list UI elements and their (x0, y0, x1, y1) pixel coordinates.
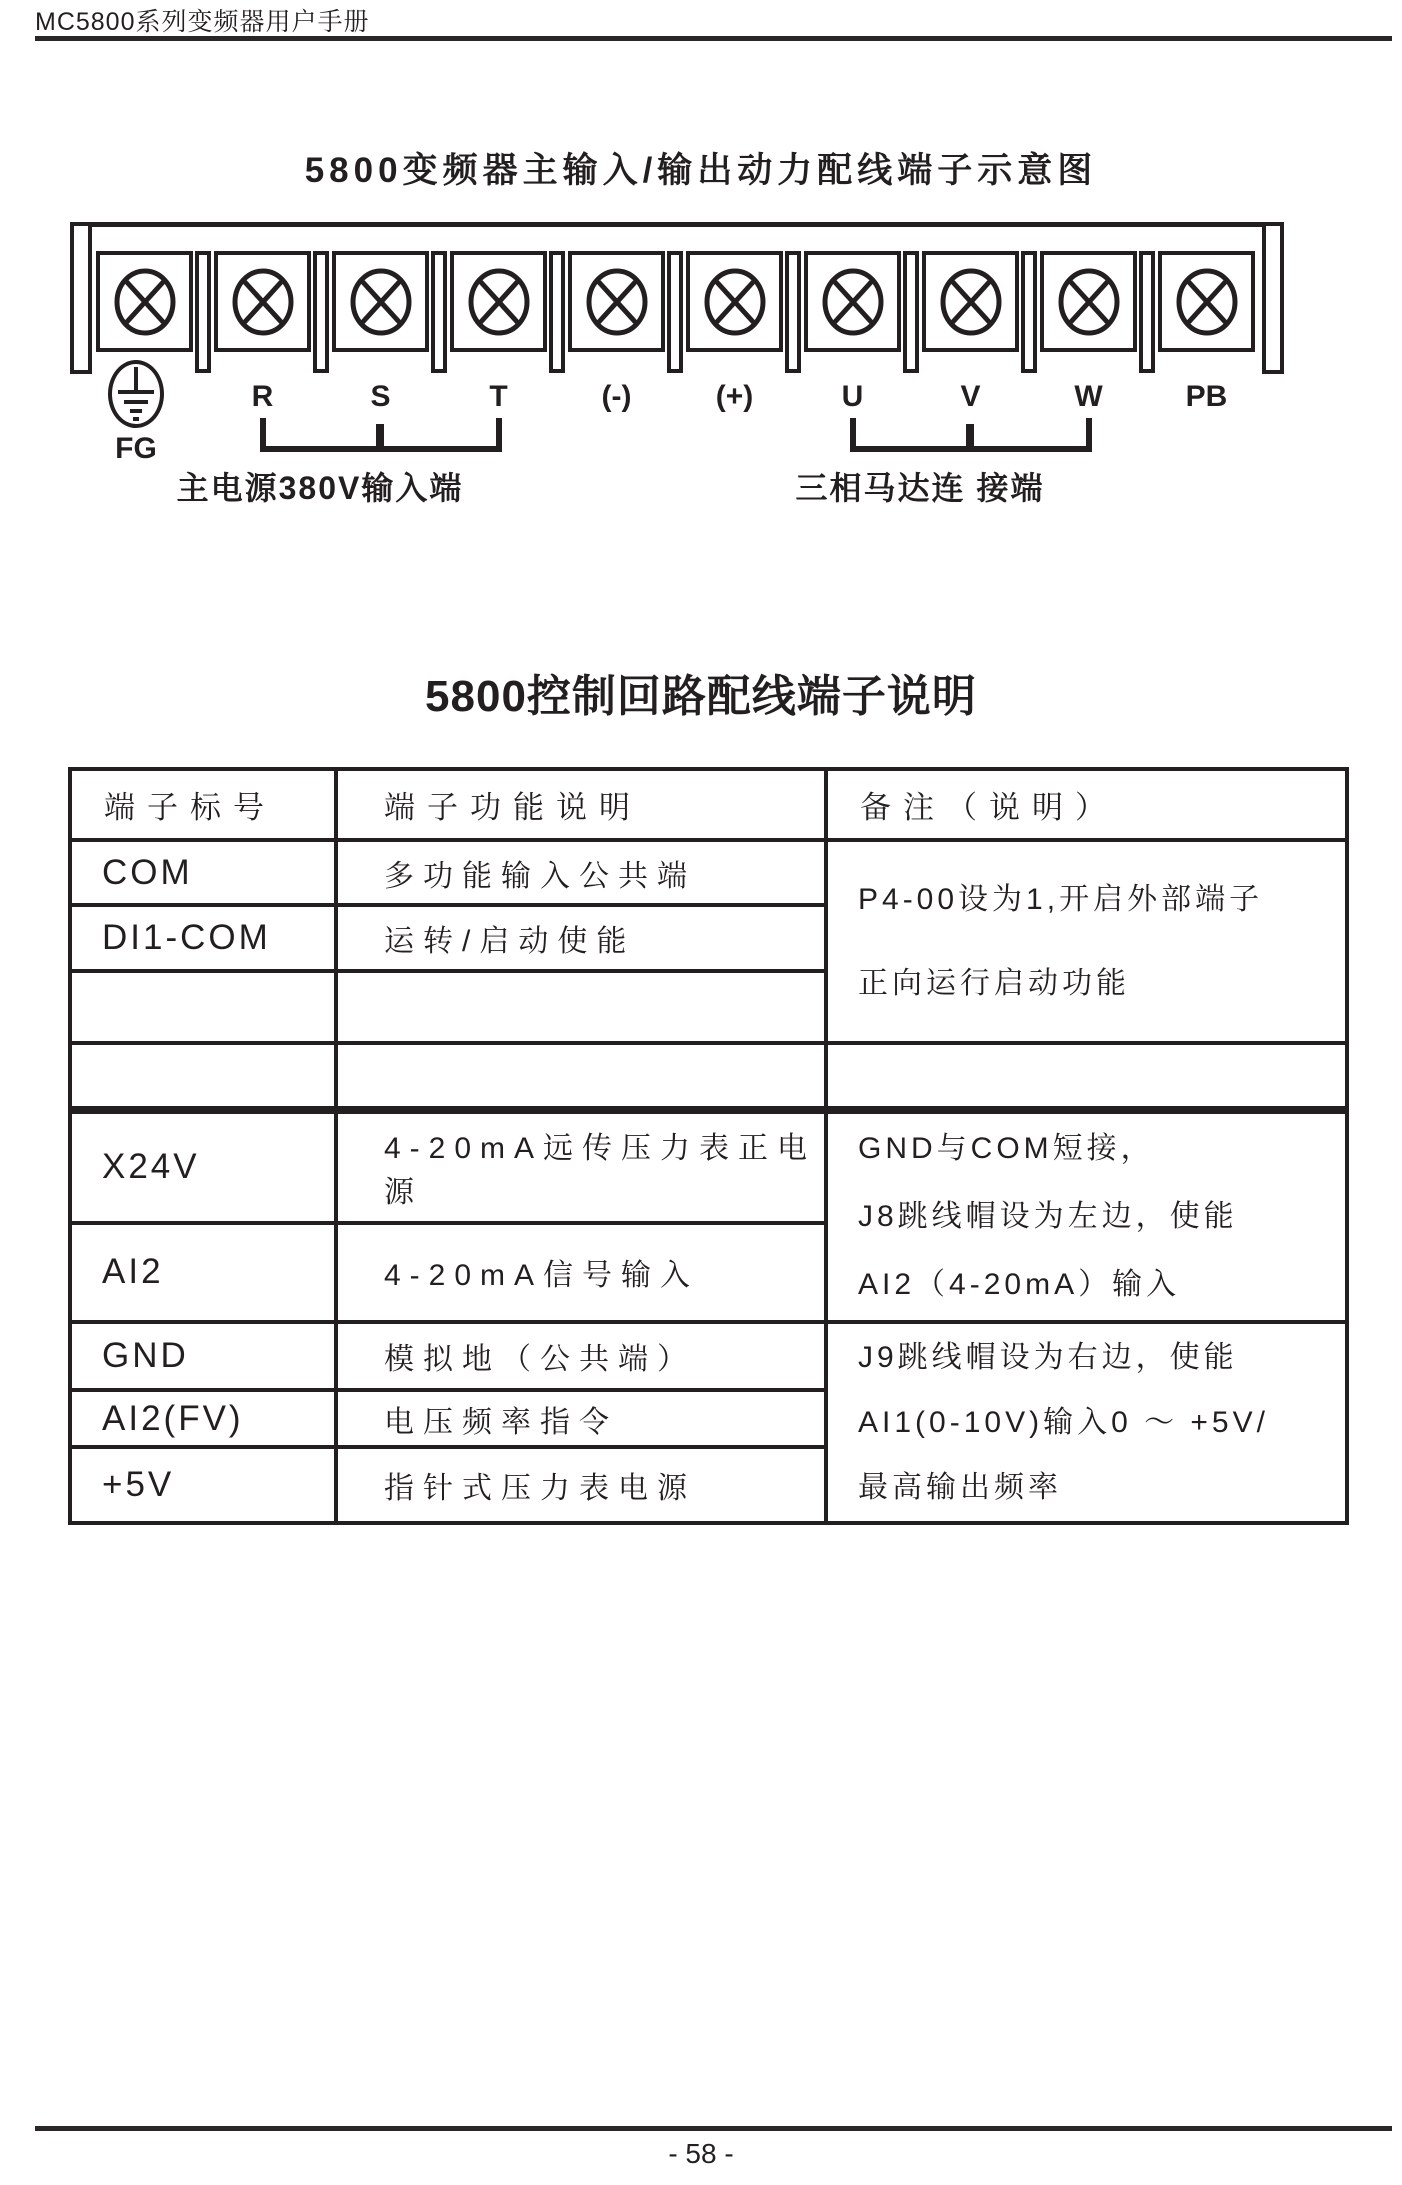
strip-left-cap (70, 222, 92, 374)
control-table-title: 5800控制回路配线端子说明 (425, 672, 977, 721)
remark-line: P4-00设为1,开启外部端子 (858, 882, 1264, 916)
function-cell: 电压频率指令 (336, 1390, 826, 1447)
motor-group-bracket (850, 446, 1091, 452)
screw-terminal-icon (349, 267, 413, 337)
terminal-separator (785, 251, 801, 373)
remark-line: AI2（4-20mA）输入 (858, 1268, 1181, 1301)
table-row (70, 1043, 1347, 1110)
remark-line: AI1(0-10V)输入0 ～ +5V/ (858, 1406, 1269, 1439)
remark-cell (826, 840, 1347, 1043)
terminal-cell: AI2(FV) (70, 1390, 336, 1447)
remark-line: GND与COM短接， (858, 1132, 1155, 1165)
strip-right-cap (1262, 222, 1284, 374)
screw-terminal-icon (821, 267, 885, 337)
motor-output-caption: 三相马达连 接端 (795, 470, 1045, 506)
remark-cell (826, 1322, 1347, 1523)
terminal-label-t: T (489, 380, 508, 413)
remark-line: J8跳线帽设为左边，使能 (858, 1200, 1238, 1233)
function-cell (336, 971, 826, 1043)
function-cell: 模拟地（公共端） (336, 1322, 826, 1390)
screw-terminal-icon (113, 267, 177, 337)
terminal-label-w: W (1074, 380, 1103, 413)
remark-line: 正向运行启动功能 (858, 966, 1130, 1000)
remark-line: J9跳线帽设为右边，使能 (858, 1341, 1238, 1374)
column-header-remark: 备注（说明） (826, 769, 1347, 840)
terminal-label-fg: FG (115, 432, 157, 465)
screw-terminal-icon (585, 267, 649, 337)
function-cell: 运转/启动使能 (336, 905, 826, 971)
terminal-separator (313, 251, 329, 373)
terminal-separator (903, 251, 919, 373)
terminal-label-r: R (251, 380, 274, 413)
table-row (70, 1322, 1347, 1390)
function-cell: 指针式压力表电源 (336, 1447, 826, 1523)
terminal-separator (667, 251, 683, 373)
function-cell: 4-20mA远传压力表正电源 (336, 1110, 826, 1223)
terminal-cell-plus (686, 251, 783, 352)
terminal-cell-r (214, 251, 311, 352)
function-cell: 多功能输入公共端 (336, 840, 826, 905)
terminal-separator (1021, 251, 1037, 373)
terminal-cell: X24V (70, 1110, 336, 1223)
terminal-cell (70, 1043, 336, 1110)
terminal-separator (195, 251, 211, 373)
terminal-cell-w (1040, 251, 1137, 352)
remark-cell (826, 1043, 1347, 1110)
terminal-separator (431, 251, 447, 373)
strip-top-edge (70, 222, 1284, 227)
screw-terminal-icon (939, 267, 1003, 337)
terminal-cell-pb (1158, 251, 1255, 352)
terminal-cell-s (332, 251, 429, 352)
terminal-label-minus: (-) (601, 380, 632, 413)
screw-terminal-icon (467, 267, 531, 337)
power-input-caption: 主电源380V输入端 (176, 470, 464, 506)
function-cell (336, 1043, 826, 1110)
terminal-separator (549, 251, 565, 373)
screw-terminal-icon (703, 267, 767, 337)
column-header-function: 端子功能说明 (336, 769, 826, 840)
screw-terminal-icon (1175, 267, 1239, 337)
table-row (70, 1110, 1347, 1223)
terminal-cell: GND (70, 1322, 336, 1390)
screw-terminal-icon (1057, 267, 1121, 337)
power-diagram-title: 5800变频器主输入/输出动力配线端子示意图 (304, 151, 1098, 190)
terminal-label-u: U (841, 380, 864, 413)
terminal-cell: AI2 (70, 1223, 336, 1322)
column-header-terminal: 端子标号 (70, 769, 336, 840)
screw-terminal-icon (231, 267, 295, 337)
manual-title: MC5800系列变频器用户手册 (35, 8, 370, 36)
terminal-cell-u (804, 251, 901, 352)
terminal-cell: COM (70, 840, 336, 905)
terminal-cell-t (450, 251, 547, 352)
page-number: - 58 - (668, 2138, 734, 2169)
table-header-row (70, 769, 1347, 840)
terminal-label-s: S (370, 380, 391, 413)
footer-rule (35, 2126, 1392, 2131)
input-group-bracket (260, 446, 501, 452)
terminal-cell-v (922, 251, 1019, 352)
terminal-cell (70, 971, 336, 1043)
control-terminal-table (68, 767, 1349, 1525)
terminal-cell-fg (96, 251, 193, 352)
terminal-cell-minus (568, 251, 665, 352)
function-cell: 4-20mA信号输入 (336, 1223, 826, 1322)
remark-cell (826, 1110, 1347, 1322)
terminal-label-pb: PB (1185, 380, 1228, 413)
ground-symbol-icon (108, 360, 164, 428)
header-rule (35, 36, 1392, 41)
terminal-cell: DI1-COM (70, 905, 336, 971)
terminal-cell: +5V (70, 1447, 336, 1523)
terminal-separator (1139, 251, 1155, 373)
terminal-label-plus: (+) (715, 380, 754, 413)
table-row (70, 840, 1347, 905)
power-terminal-diagram (70, 222, 1284, 522)
remark-line: 最高输出频率 (858, 1471, 1062, 1504)
terminal-label-v: V (960, 380, 981, 413)
